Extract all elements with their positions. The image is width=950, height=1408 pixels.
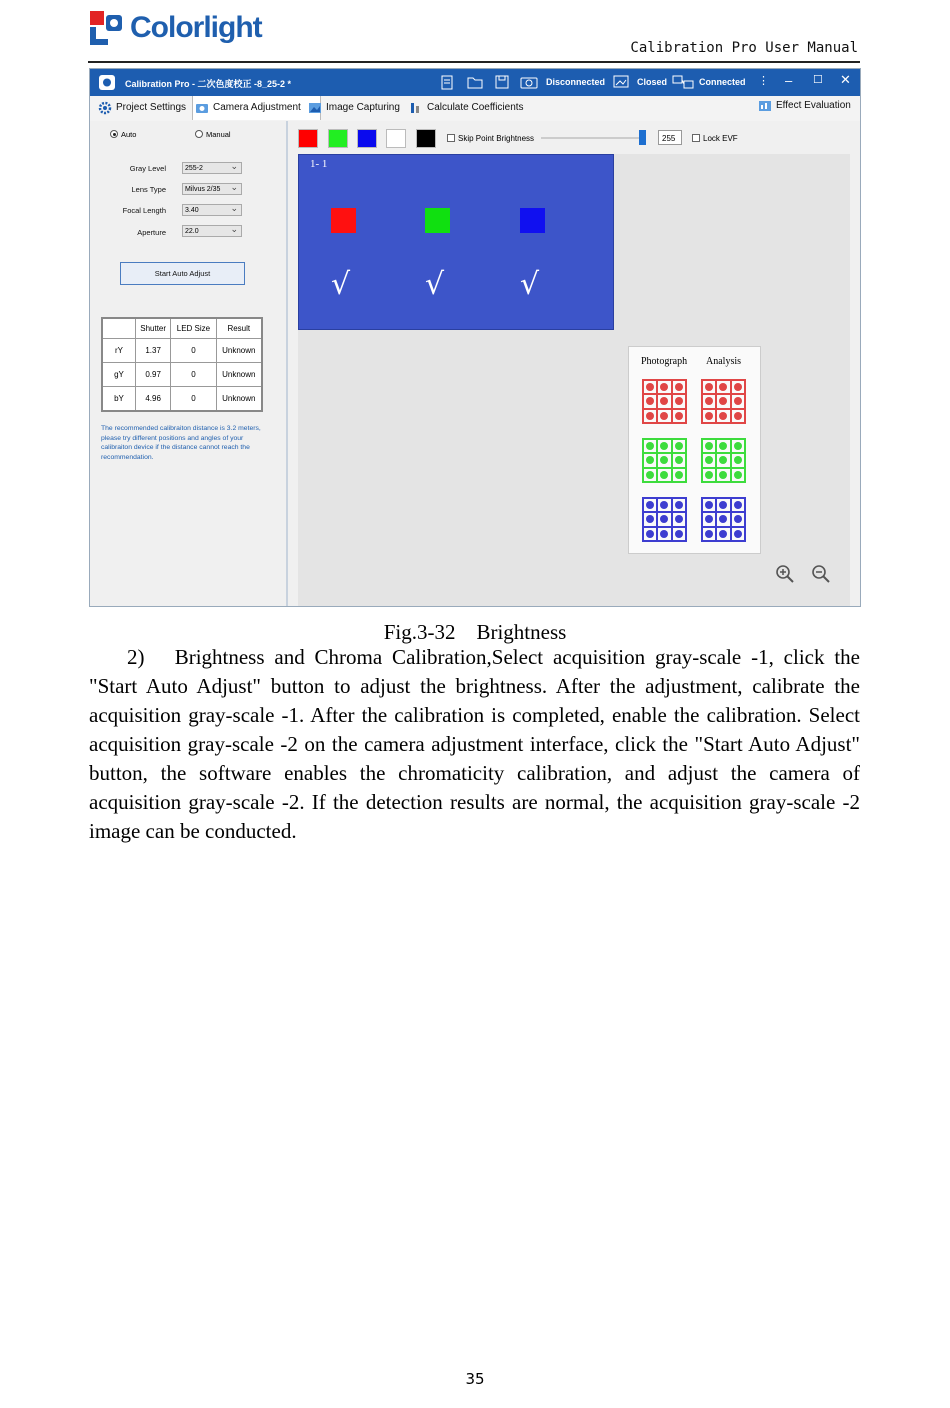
grid-cell: [643, 498, 657, 512]
table-cell: Unknown: [216, 339, 262, 363]
grid-cell: [716, 453, 730, 467]
maximize-icon[interactable]: ☐: [813, 74, 823, 86]
led-dot: [734, 515, 742, 523]
led-dot: [675, 383, 683, 391]
led-dot: [734, 412, 742, 420]
led-dot: [675, 530, 683, 538]
network-icon[interactable]: [672, 75, 694, 90]
led-dot: [646, 471, 654, 479]
blue-pattern-swatch[interactable]: [357, 129, 377, 148]
effect-evaluation-label: Effect Evaluation: [776, 100, 851, 111]
table-cell: Unknown: [216, 387, 262, 412]
grid-cell: [643, 453, 657, 467]
tab-label: Project Settings: [116, 102, 187, 113]
focal-length-select[interactable]: 3.40 ⌄: [182, 204, 242, 216]
led-dot: [719, 383, 727, 391]
photograph-label: Photograph: [641, 356, 688, 367]
zoom-in-icon[interactable]: [775, 564, 795, 584]
evaluation-icon: [758, 99, 772, 113]
save-icon[interactable]: [495, 75, 509, 89]
grid-cell: [643, 527, 657, 541]
blue-check-icon: √: [520, 267, 540, 302]
analysis-panel: [628, 346, 761, 554]
table-cell: Unknown: [216, 363, 262, 387]
led-dot: [660, 456, 668, 464]
led-dot: [646, 456, 654, 464]
led-dot: [734, 471, 742, 479]
grid-cell: [643, 439, 657, 453]
led-dot: [660, 515, 668, 523]
led-dot: [646, 397, 654, 405]
grid-cell: [716, 468, 730, 482]
grid-cell: [731, 468, 745, 482]
led-dot: [734, 530, 742, 538]
gray-level-select[interactable]: 255-2 ⌄: [182, 162, 242, 174]
led-dot: [734, 383, 742, 391]
grid-cell: [702, 512, 716, 526]
table-header: [102, 318, 136, 339]
brightness-slider-track[interactable]: [541, 137, 641, 139]
led-dot: [734, 456, 742, 464]
tab-label: Image Capturing: [326, 102, 400, 113]
table-cell: 4.96: [136, 387, 171, 412]
analysis-green-grid: [701, 438, 746, 483]
grid-cell: [702, 394, 716, 408]
led-dot: [675, 397, 683, 405]
aperture-select[interactable]: 22.0 ⌄: [182, 225, 242, 237]
grid-cell: [657, 394, 671, 408]
grid-cell: [643, 468, 657, 482]
grid-cell: [672, 409, 686, 423]
minimize-icon[interactable]: –: [785, 73, 793, 88]
led-dot: [705, 412, 713, 420]
grid-cell: [672, 468, 686, 482]
title-bar: [90, 69, 860, 96]
grid-cell: [657, 409, 671, 423]
network-status: Connected: [699, 77, 746, 87]
grid-cell: [716, 409, 730, 423]
table-header: Result: [216, 318, 262, 339]
grid-cell: [643, 380, 657, 394]
close-icon[interactable]: ✕: [840, 72, 851, 87]
grid-cell: [702, 453, 716, 467]
grid-cell: [657, 527, 671, 541]
skip-point-brightness-checkbox[interactable]: [447, 134, 455, 142]
new-file-icon[interactable]: [440, 75, 454, 90]
analysis-red-grid: [701, 379, 746, 424]
red-pattern-swatch[interactable]: [298, 129, 318, 148]
aperture-label: Aperture: [137, 228, 166, 237]
grid-cell: [716, 512, 730, 526]
table-header-row: [102, 318, 262, 339]
grid-cell: [716, 380, 730, 394]
screen-status: Closed: [637, 77, 668, 87]
table-header: Shutter: [136, 318, 171, 339]
red-check-icon: √: [331, 267, 351, 302]
grid-cell: [657, 380, 671, 394]
grid-cell: [716, 498, 730, 512]
led-dot: [734, 501, 742, 509]
led-dot: [675, 456, 683, 464]
grid-cell: [643, 512, 657, 526]
led-dot: [660, 442, 668, 450]
open-folder-icon[interactable]: [467, 75, 483, 89]
tab-project-settings[interactable]: [96, 96, 186, 120]
grid-cell: [657, 498, 671, 512]
distance-notice: The recommended calibraiton distance is 3.2 meters, please try different positions and angles of your calibraiton device if the distance cannot reach the recommendation.: [101, 425, 261, 461]
led-dot: [675, 412, 683, 420]
grid-cell: [672, 439, 686, 453]
grid-cell: [731, 453, 745, 467]
led-dot: [660, 471, 668, 479]
table-cell: 0: [171, 339, 216, 363]
photograph-green-grid: [642, 438, 687, 483]
led-dot: [675, 515, 683, 523]
table-cell: 0.97: [136, 363, 171, 387]
grid-cell: [672, 498, 686, 512]
analysis-label: Analysis: [706, 356, 741, 367]
manual-radio[interactable]: [195, 130, 203, 138]
figure-caption: Fig.3-32 Brightness: [383, 620, 567, 644]
green-led-square: [425, 208, 450, 233]
lens-type-label: Lens Type: [131, 185, 166, 194]
body-paragraph: 2) Brightness and Chroma Calibration,Select acquisition gray-scale -1, click the "Start Auto Adjust" button to adjust the brightness. After the adjustment, calibrate the acquisition gray-scale -1. After the calibration is completed, enable the calibration. Select acquisition gray-scale -2 on the camera adjustment interface, click the "Start Auto Adjust" button, the software enables the chromaticity calibration, and adjust the camera of acquisition gray-scale -2. If the detection results are normal, the acquisition gray-scale -2 image can be conducted.: [89, 645, 860, 843]
led-dot: [719, 501, 727, 509]
grid-cell: [702, 380, 716, 394]
screen-icon[interactable]: [613, 75, 629, 89]
app-icon: [98, 74, 116, 91]
table-cell: rY: [102, 339, 136, 363]
grid-cell: [716, 527, 730, 541]
led-dot: [660, 383, 668, 391]
image-icon: [308, 101, 322, 115]
brightness-slider-thumb[interactable]: [639, 130, 646, 145]
gray-level-label: Gray Level: [129, 164, 166, 173]
grid-cell: [657, 453, 671, 467]
result-table: [101, 317, 263, 412]
grid-cell: [731, 409, 745, 423]
colorlight-logo: [88, 9, 263, 51]
led-dot: [705, 383, 713, 391]
grid-cell: [672, 512, 686, 526]
table-cell: 1.37: [136, 339, 171, 363]
grid-cell: [657, 439, 671, 453]
grid-cell: [672, 394, 686, 408]
led-dot: [719, 412, 727, 420]
table-row: [102, 339, 262, 363]
grid-cell: [702, 409, 716, 423]
table-cell: gY: [102, 363, 136, 387]
main-tabs: [90, 96, 860, 122]
grid-cell: [702, 468, 716, 482]
tab-calculate-coefficients[interactable]: [407, 96, 524, 120]
led-dot: [719, 530, 727, 538]
led-dot: [660, 530, 668, 538]
led-dot: [646, 501, 654, 509]
grid-cell: [702, 498, 716, 512]
grid-cell: [731, 527, 745, 541]
blue-led-square: [520, 208, 545, 233]
led-dot: [719, 397, 727, 405]
grid-cell: [672, 380, 686, 394]
zoom-out-icon[interactable]: [811, 564, 831, 584]
grid-cell: [702, 439, 716, 453]
grid-cell: [731, 498, 745, 512]
calibration-pro-window: [89, 68, 861, 607]
window-title: Calibration Pro - 二次色度校正 -8_25-2 *: [125, 79, 292, 89]
table-row: [102, 363, 262, 387]
grid-cell: [672, 527, 686, 541]
brightness-value-input[interactable]: 255: [658, 130, 682, 145]
led-dot: [734, 442, 742, 450]
led-dot: [719, 471, 727, 479]
led-dot: [660, 412, 668, 420]
led-dot: [719, 456, 727, 464]
led-dot: [675, 471, 683, 479]
camera-adjust-icon: [195, 101, 209, 115]
table-header: LED Size: [171, 318, 216, 339]
black-pattern-swatch[interactable]: [416, 129, 436, 148]
logo-wordmark: Colorlight: [130, 11, 262, 44]
green-check-icon: √: [425, 267, 445, 302]
led-dot: [646, 515, 654, 523]
table-cell: 0: [171, 363, 216, 387]
calculate-icon: [409, 101, 423, 115]
led-dot: [675, 501, 683, 509]
grid-cell: [716, 439, 730, 453]
skip-point-brightness-label: Skip Point Brightness: [458, 134, 535, 143]
grid-cell: [731, 380, 745, 394]
led-dot: [705, 530, 713, 538]
led-dot: [705, 471, 713, 479]
effect-evaluation-button[interactable]: [756, 94, 851, 118]
table-row: [102, 387, 262, 412]
lens-type-select[interactable]: Milvus 2/35 ⌄: [182, 183, 242, 195]
white-pattern-swatch[interactable]: [386, 129, 406, 148]
tab-label: Camera Adjustment: [213, 102, 301, 113]
led-dot: [719, 515, 727, 523]
tab-image-capturing[interactable]: [306, 96, 400, 120]
led-dot: [660, 397, 668, 405]
camera-preview[interactable]: [298, 154, 614, 330]
table-cell: bY: [102, 387, 136, 412]
led-dot: [705, 515, 713, 523]
led-dot: [646, 412, 654, 420]
camera-status: Disconnected: [546, 77, 606, 87]
grid-cell: [716, 394, 730, 408]
start-auto-adjust-button[interactable]: Start Auto Adjust: [120, 262, 245, 285]
lock-evf-label: Lock EVF: [703, 134, 738, 143]
led-dot: [705, 501, 713, 509]
led-dot: [705, 397, 713, 405]
led-dot: [646, 442, 654, 450]
red-led-square: [331, 208, 356, 233]
grid-cell: [731, 512, 745, 526]
led-dot: [675, 442, 683, 450]
analysis-blue-grid: [701, 497, 746, 542]
auto-radio[interactable]: [110, 130, 118, 138]
green-pattern-swatch[interactable]: [328, 129, 348, 148]
led-dot: [646, 383, 654, 391]
header-divider: [88, 61, 860, 63]
gear-icon: [98, 101, 112, 115]
auto-label: Auto: [121, 130, 137, 139]
grid-cell: [731, 394, 745, 408]
grid-cell: [643, 409, 657, 423]
led-dot: [705, 442, 713, 450]
more-icon[interactable]: ⋮: [758, 75, 769, 87]
grid-cell: [657, 512, 671, 526]
camera-icon[interactable]: [520, 75, 540, 89]
photograph-red-grid: [642, 379, 687, 424]
manual-label: Manual: [206, 130, 231, 139]
camera-settings-panel: [90, 121, 288, 606]
tab-camera-adjustment[interactable]: [192, 96, 321, 120]
table-cell: 0: [171, 387, 216, 412]
page-number: 35: [465, 1370, 485, 1388]
led-dot: [734, 397, 742, 405]
focal-length-label: Focal Length: [122, 206, 166, 215]
preview-canvas: [298, 154, 850, 606]
led-dot: [660, 501, 668, 509]
led-dot: [646, 530, 654, 538]
pattern-toolbar: [288, 121, 860, 153]
preview-label: 1- 1: [310, 158, 328, 170]
tab-label: Calculate Coefficients: [427, 102, 524, 113]
led-dot: [705, 456, 713, 464]
grid-cell: [643, 394, 657, 408]
lock-evf-checkbox[interactable]: [692, 134, 700, 142]
grid-cell: [731, 439, 745, 453]
grid-cell: [702, 527, 716, 541]
led-dot: [719, 442, 727, 450]
photograph-blue-grid: [642, 497, 687, 542]
grid-cell: [672, 453, 686, 467]
grid-cell: [657, 468, 671, 482]
colorlight-logo-icon: [88, 9, 128, 47]
manual-title: Calibration Pro User Manual: [630, 40, 858, 56]
